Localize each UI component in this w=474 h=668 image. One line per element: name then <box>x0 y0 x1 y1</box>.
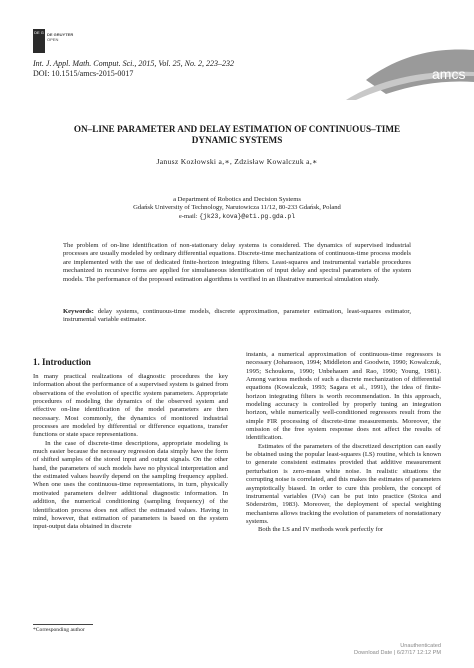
logo-mark: DE G <box>34 30 44 35</box>
right-paragraph-3: Both the LS and IV methods work perfectly for <box>258 526 384 534</box>
keywords-text: delay systems, continuous-time models, discrete approximation, parameter estimation, least-squares estimator, instrumental variable estimator. <box>63 308 412 324</box>
title-line-2: DYNAMIC SYSTEMS <box>191 135 283 145</box>
doi-line: DOI: 10.1515/amcs-2015-0017 <box>33 69 134 78</box>
right-paragraph-2: Estimates of the parameters of the discretized description can easily be obtained using the popular least-squares (LS) routine, which is known to generate consistent estimates provided that additive measurement perturbation is zero-mean white noise. In realistic situations the corrupting noise is correlated, and this makes the estimates of parameters asymptotically biased. In order to cure this problem, the concept of instrumental variables (IVs) can be put into practice (Stoica and Söderström, 1983). Moreover, the deployment of special weighting mechanisms allows tracking the evolution of parameters of nonstationary systems. <box>246 442 441 525</box>
affiliation-email-line <box>40 213 434 221</box>
paper-title <box>40 124 434 146</box>
author-list: Janusz Kozłowski a,∗, Zdzisław Kowalczuk a,∗ <box>156 157 318 166</box>
body-column-left <box>33 373 228 532</box>
affiliation <box>40 196 434 221</box>
publisher-name <box>47 32 73 42</box>
keywords-block <box>63 308 411 325</box>
left-paragraph-2: In the case of discrete-time descriptions, appropriate modeling is much easier because the necessary regression data simply have the form of shifted samples of the stored input and output signals. On the other hand, the parameters of such models have no physical interpretation and the estimated values heavily depend on the sampling frequency applied. When one uses the continuous-time representations, in turn, physically motivated parameters deliver additional diagnostic information. In addition, the numerical conditioning (sampling frequency) of the identification process does not affect the estimated values. Having in mind, however, that estimation of parameters is based on the system input-output data obtained in discrete <box>33 439 228 531</box>
footnote-corresponding-author: *Corresponding author <box>33 627 85 633</box>
footnote-divider <box>33 624 93 625</box>
download-date: Download Date | 6/27/17 12:12 PM <box>354 650 441 656</box>
affiliation-university: Gdańsk University of Technology, Narutowicza 11/12, 80-233 Gdańsk, Poland <box>133 204 341 212</box>
affiliation-department: a Department of Robotics and Decision Systems <box>173 196 301 203</box>
abstract-text: The problem of on-line identification of non-stationary delay systems is considered. The dynamics of supervised industrial processes are usually modeled by ordinary differential equations. Discrete-time mechanizations of continuous-time process models are implemented with the use of dedicated finite-horizon integrating filters. Least-squares and instrumental variable procedures mechanized in recursive forms are applied for simultaneous identification of input delay and spectral parameters of the system models. The performance of the proposed estimation algorithms is verified in an illustrative numerical simulation study. <box>63 242 411 283</box>
journal-citation: Int. J. Appl. Math. Comput. Sci., 2015, Vol. 25, No. 2, 223–232 <box>33 59 234 68</box>
left-paragraph-1: In many practical realizations of diagnostic procedures the key information about the performance of a supervised system is gained from observations of the evolution of specific system parameters. Appropriate procedures of modeling the dynamics of the observed system and effective on-line identification of the model parameters are then necessary. Most commonly, the dynamics of monitored industrial processes are modeled by differential or difference equations, transfer functions or state space representations. <box>33 373 228 439</box>
publisher-label: DE GRUYTER <box>47 32 74 37</box>
email-label: e-mail: <box>178 212 198 220</box>
imprint-label: OPEN <box>47 37 59 42</box>
right-paragraph-1: instants, a numerical approximation of continuous-time regressors is necessary (Johansson, 1994; Middleton and Goodwin, 1990; Kowalczuk, 1995; Schoukens, 1990; Unbehauen and Rao, 1990; Young, 1981). Among various methods of such a discrete mechanization of differential equations (Kowalczuk, 1993; Sagara et al., 1991), the idea of finite-horizon integrating filters is worth recommendation. In this approach, modeling accuracy is controlled by properly tuning an integration horizon, while numerically well-conditioned regressors result from the simple FIR processing of discrete-time measurements. Moreover, the omission of the free system response does not affect the results of identification. <box>246 351 441 442</box>
publisher-logo <box>33 29 45 53</box>
keywords-label: Keywords: <box>63 308 94 315</box>
title-line-1: ON–LINE PARAMETER AND DELAY ESTIMATION OF CONTINUOUS–TIME <box>73 124 401 134</box>
section-heading-introduction: 1. Introduction <box>33 357 91 367</box>
body-column-right <box>246 351 441 535</box>
download-stamp <box>300 643 441 657</box>
download-status: Unauthenticated <box>400 643 441 649</box>
amcs-brand-label: amcs <box>432 66 466 82</box>
email-address[interactable]: {jk23,kova}@eti.pg.gda.pl <box>199 212 296 220</box>
